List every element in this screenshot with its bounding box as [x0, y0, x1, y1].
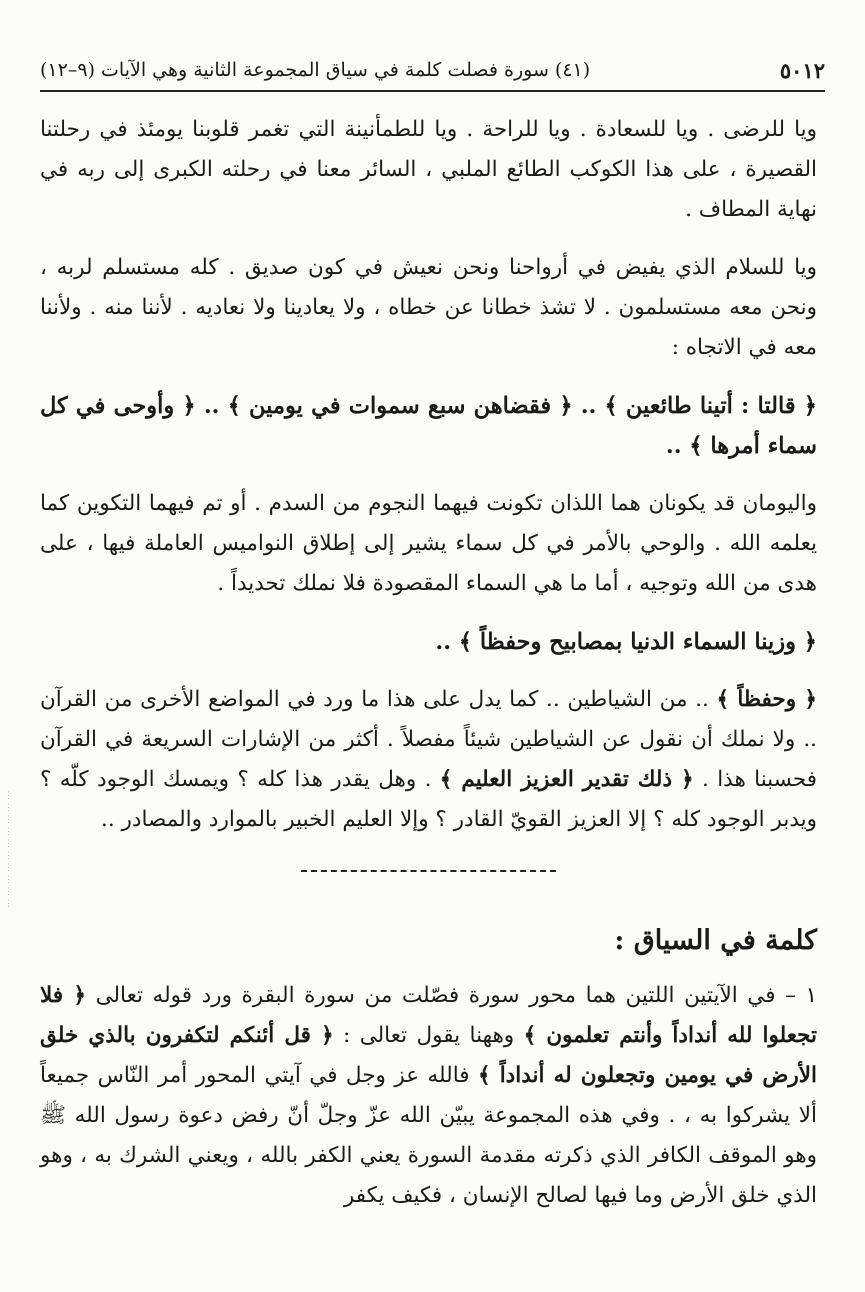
section-divider	[301, 870, 556, 872]
paragraph-text: ١ – في الآيتين اللتين هما محور سورة فصّلت من سورة البقرة ورد قوله تعالى	[85, 983, 817, 1008]
verse-inline: ﴿ وحفظاً ﴾	[716, 687, 817, 712]
paragraph-3: واليومان قد يكونان هما اللذان تكونت فيهما النجوم من السدم . أو تم فيهما التكوين كما يعلمه الله . والوحي بالأمر في كل سماء يشير إلى إطلاق النواميس العاملة فيها ، على هدى من الله وتوجيه ، أما ما هي السماء المقصودة فلا نملك تحديداً .	[40, 491, 817, 596]
page-number: ٥٠١٢	[779, 57, 825, 83]
verse-line: ﴿ وزينا السماء الدنيا بمصابيح وحفظاً ﴾ ..	[435, 629, 817, 655]
paragraph-2: ويا للسلام الذي يفيض في أرواحنا ونحن نعيش في كون صديق . كله مستسلم لربه ، ونحن معه مستسلمون . لا تشذ خطانا عن خطاه ، ولا يعادينا ولا نعاديه . لأننا منه . ولأننا معه في الاتجاه :	[40, 255, 818, 360]
paragraph-5	[40, 976, 817, 1216]
running-title: (٤١) سورة فصلت كلمة في سياق المجموعة الثانية وهي الآيات (٩–١٢)	[40, 59, 591, 81]
verse-inline: ﴿ ذلك تقدير العزيز العليم ﴾	[439, 767, 694, 792]
verse-inline: ﴿ قل أئنكم لتكفرون بالذي خلق الأرض في يومين وتجعلون له أنداداً ﴾	[40, 1023, 817, 1088]
verse-inline: ﴿ فلا تجعلوا لله أنداداً وأنتم تعلمون ﴾	[40, 983, 817, 1048]
paragraph-4	[40, 680, 817, 840]
page-header	[40, 50, 825, 92]
verse-block: ﴿ قالتا : أتينا طائعين ﴾ .. ﴿ فقضاهن سبع سموات في يومين ﴾ .. ﴿ وأوحى في كل سماء أمرها ﴾ ..	[40, 393, 817, 459]
paragraph-1: ويا للرضى . ويا للسعادة . ويا للراحة . ويا للطمأنينة التي تغمر قلوبنا يومئذ في رحلتنا القصيرة ، على هذا الكوكب الطائع الملبي ، السائر معنا في رحلته الكبرى إلى ربه في نهاية المطاف .	[40, 117, 817, 222]
scan-margin-marks: ⋮ ⋮ ⋮ ⋮ ⋮ ⋮ ⋮ ⋮ ⋮ ⋮	[4, 791, 13, 909]
paragraph-text: .. من الشياطين .. كما يدل على هذا ما ورد في المواضع الأخرى من القرآن .. ولا نملك أن نقول عن الشياطين شيئاً مفصلاً . أكثر من الإشارات السريعة في القرآن فحسبنا هذا .	[40, 687, 818, 792]
paragraph-text: . وهل يقدر هذا كله ؟ ويمسك الوجود كلّه ؟ ويدبر الوجود كله ؟ إلا العزيز القويّ القادر ؟ وإلا العليم الخبير بالموارد والمصادر ..	[40, 767, 817, 832]
section-title: كلمة في السياق :	[614, 925, 817, 956]
page-body	[40, 110, 817, 1234]
paragraph-text: فالله عز وجل في آيتي المحور أمر النّاس جميعاً ألا يشركوا به ، . وفي هذه المجموعة يبيّن الله عزّ وجلّ أنّ رفض دعوة رسول الله ﷺ وهو الموقف الكافر الذي ذكرته مقدمة السورة يعني الكفر بالله ، ويعني الشرك به ، وهو الذي خلق الأرض وما فيها لصالح الإنسان ، فكيف يكفر	[40, 1063, 817, 1208]
paragraph-text: وههنا يقول تعالى :	[333, 1023, 524, 1048]
